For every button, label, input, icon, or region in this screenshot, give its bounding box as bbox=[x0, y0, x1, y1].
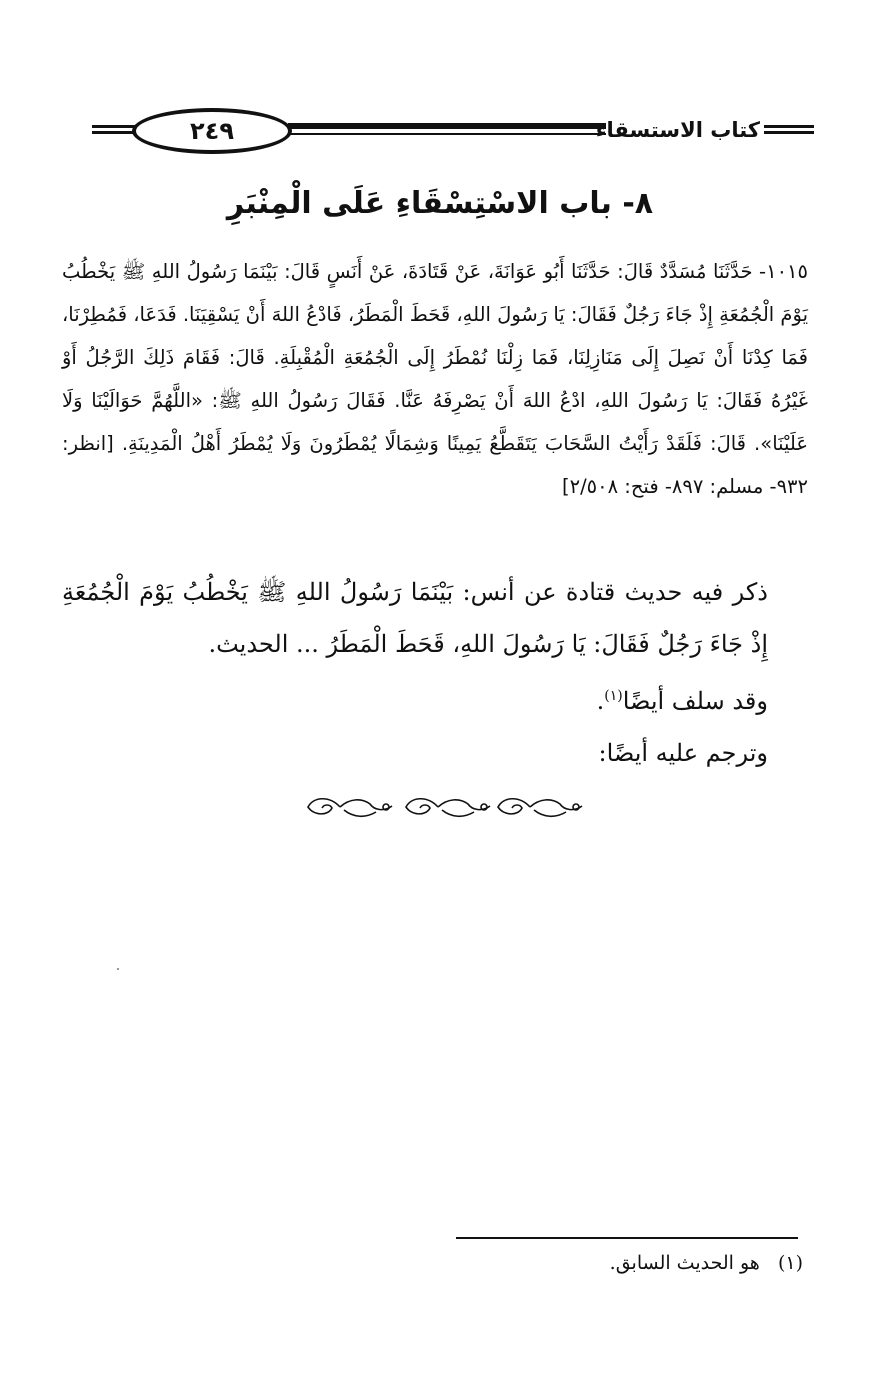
ornament-divider bbox=[300, 790, 590, 824]
commentary-text: . bbox=[596, 687, 605, 715]
ornament-motif bbox=[406, 799, 490, 817]
commentary-text: وقد سلف أيضًا bbox=[622, 687, 768, 715]
footnote-marker: (١) bbox=[777, 1252, 803, 1274]
header-rule-middle bbox=[288, 133, 606, 135]
hadith-text: ١٠١٥- حَدَّثَنَا مُسَدَّدٌ قَالَ: حَدَّثَنَا أَبُو عَوَانَةَ، عَنْ قَتَادَةَ، عَنْ أَنَسٍ قَالَ: بَيْنَمَا رَسُولُ اللهِ ﷺ يَخْطُبُ يَوْمَ الْجُمُعَةِ إِذْ جَاءَ رَجُلٌ فَقَالَ: يَا رَسُولَ اللهِ، قَحَطَ الْمَطَرُ، فَادْعُ اللهَ أَنْ يَسْقِيَنَا. فَدَعَا، فَمُطِرْنَا، فَمَا كِدْنَا أَنْ نَصِلَ إِلَى مَنَازِلِنَا، فَمَا زِلْنَا نُمْطَرُ إِلَى الْجُمُعَةِ الْمُقْبِلَةِ. قَالَ: فَقَامَ ذَلِكَ الرَّجُلُ أَوْ غَيْرُهُ فَقَالَ: يَا رَسُولَ اللهِ، ادْعُ اللهَ أَنْ يَصْرِفَهُ عَنَّا. فَقَالَ رَسُولُ اللهِ ﷺ: «اللَّهُمَّ حَوَالَيْنَا وَلَا عَلَيْنَا». قَالَ: فَلَقَدْ رَأَيْتُ السَّحَابَ يَتَقَطَّعُ يَمِينًا وَشِمَالًا يُمْطَرُونَ وَلَا يُمْطَرُ أَهْلُ الْمَدِينَةِ. [انظر: ٩٣٢- مسلم: ٨٩٧- فتح: ٢/٥٠٨] bbox=[62, 260, 808, 498]
page-header bbox=[92, 108, 814, 158]
scan-speck bbox=[117, 968, 119, 970]
header-rule-middle bbox=[288, 123, 606, 129]
page-number bbox=[132, 108, 292, 154]
footnote-separator bbox=[456, 1237, 798, 1239]
commentary-paragraph: وترجم عليه أيضًا: bbox=[598, 739, 768, 767]
running-title: كتاب الاستسقاء bbox=[595, 118, 760, 142]
commentary bbox=[62, 566, 808, 779]
commentary-paragraph bbox=[62, 670, 808, 727]
chapter-title: ٨- باب الاسْتِسْقَاءِ عَلَى الْمِنْبَرِ bbox=[226, 186, 654, 221]
header-rule-right bbox=[764, 125, 814, 128]
ornament-motif bbox=[498, 799, 582, 817]
footnote-text: هو الحديث السابق. bbox=[609, 1252, 760, 1274]
footnote-reference[interactable]: (١) bbox=[604, 688, 623, 704]
ornament-motif bbox=[308, 799, 392, 817]
commentary-paragraph: ذكر فيه حديث قتادة عن أنس: بَيْنَمَا رَسُولُ اللهِ ﷺ يَخْطُبُ يَوْمَ الْجُمُعَةِ إِذْ جَاءَ رَجُلٌ فَقَالَ: يَا رَسُولَ اللهِ، قَحَطَ الْمَطَرُ ... الحديث. bbox=[62, 578, 768, 658]
footnote bbox=[610, 1252, 803, 1274]
page-number-text: ٢٤٩ bbox=[190, 117, 234, 145]
header-rule-right bbox=[764, 131, 814, 134]
